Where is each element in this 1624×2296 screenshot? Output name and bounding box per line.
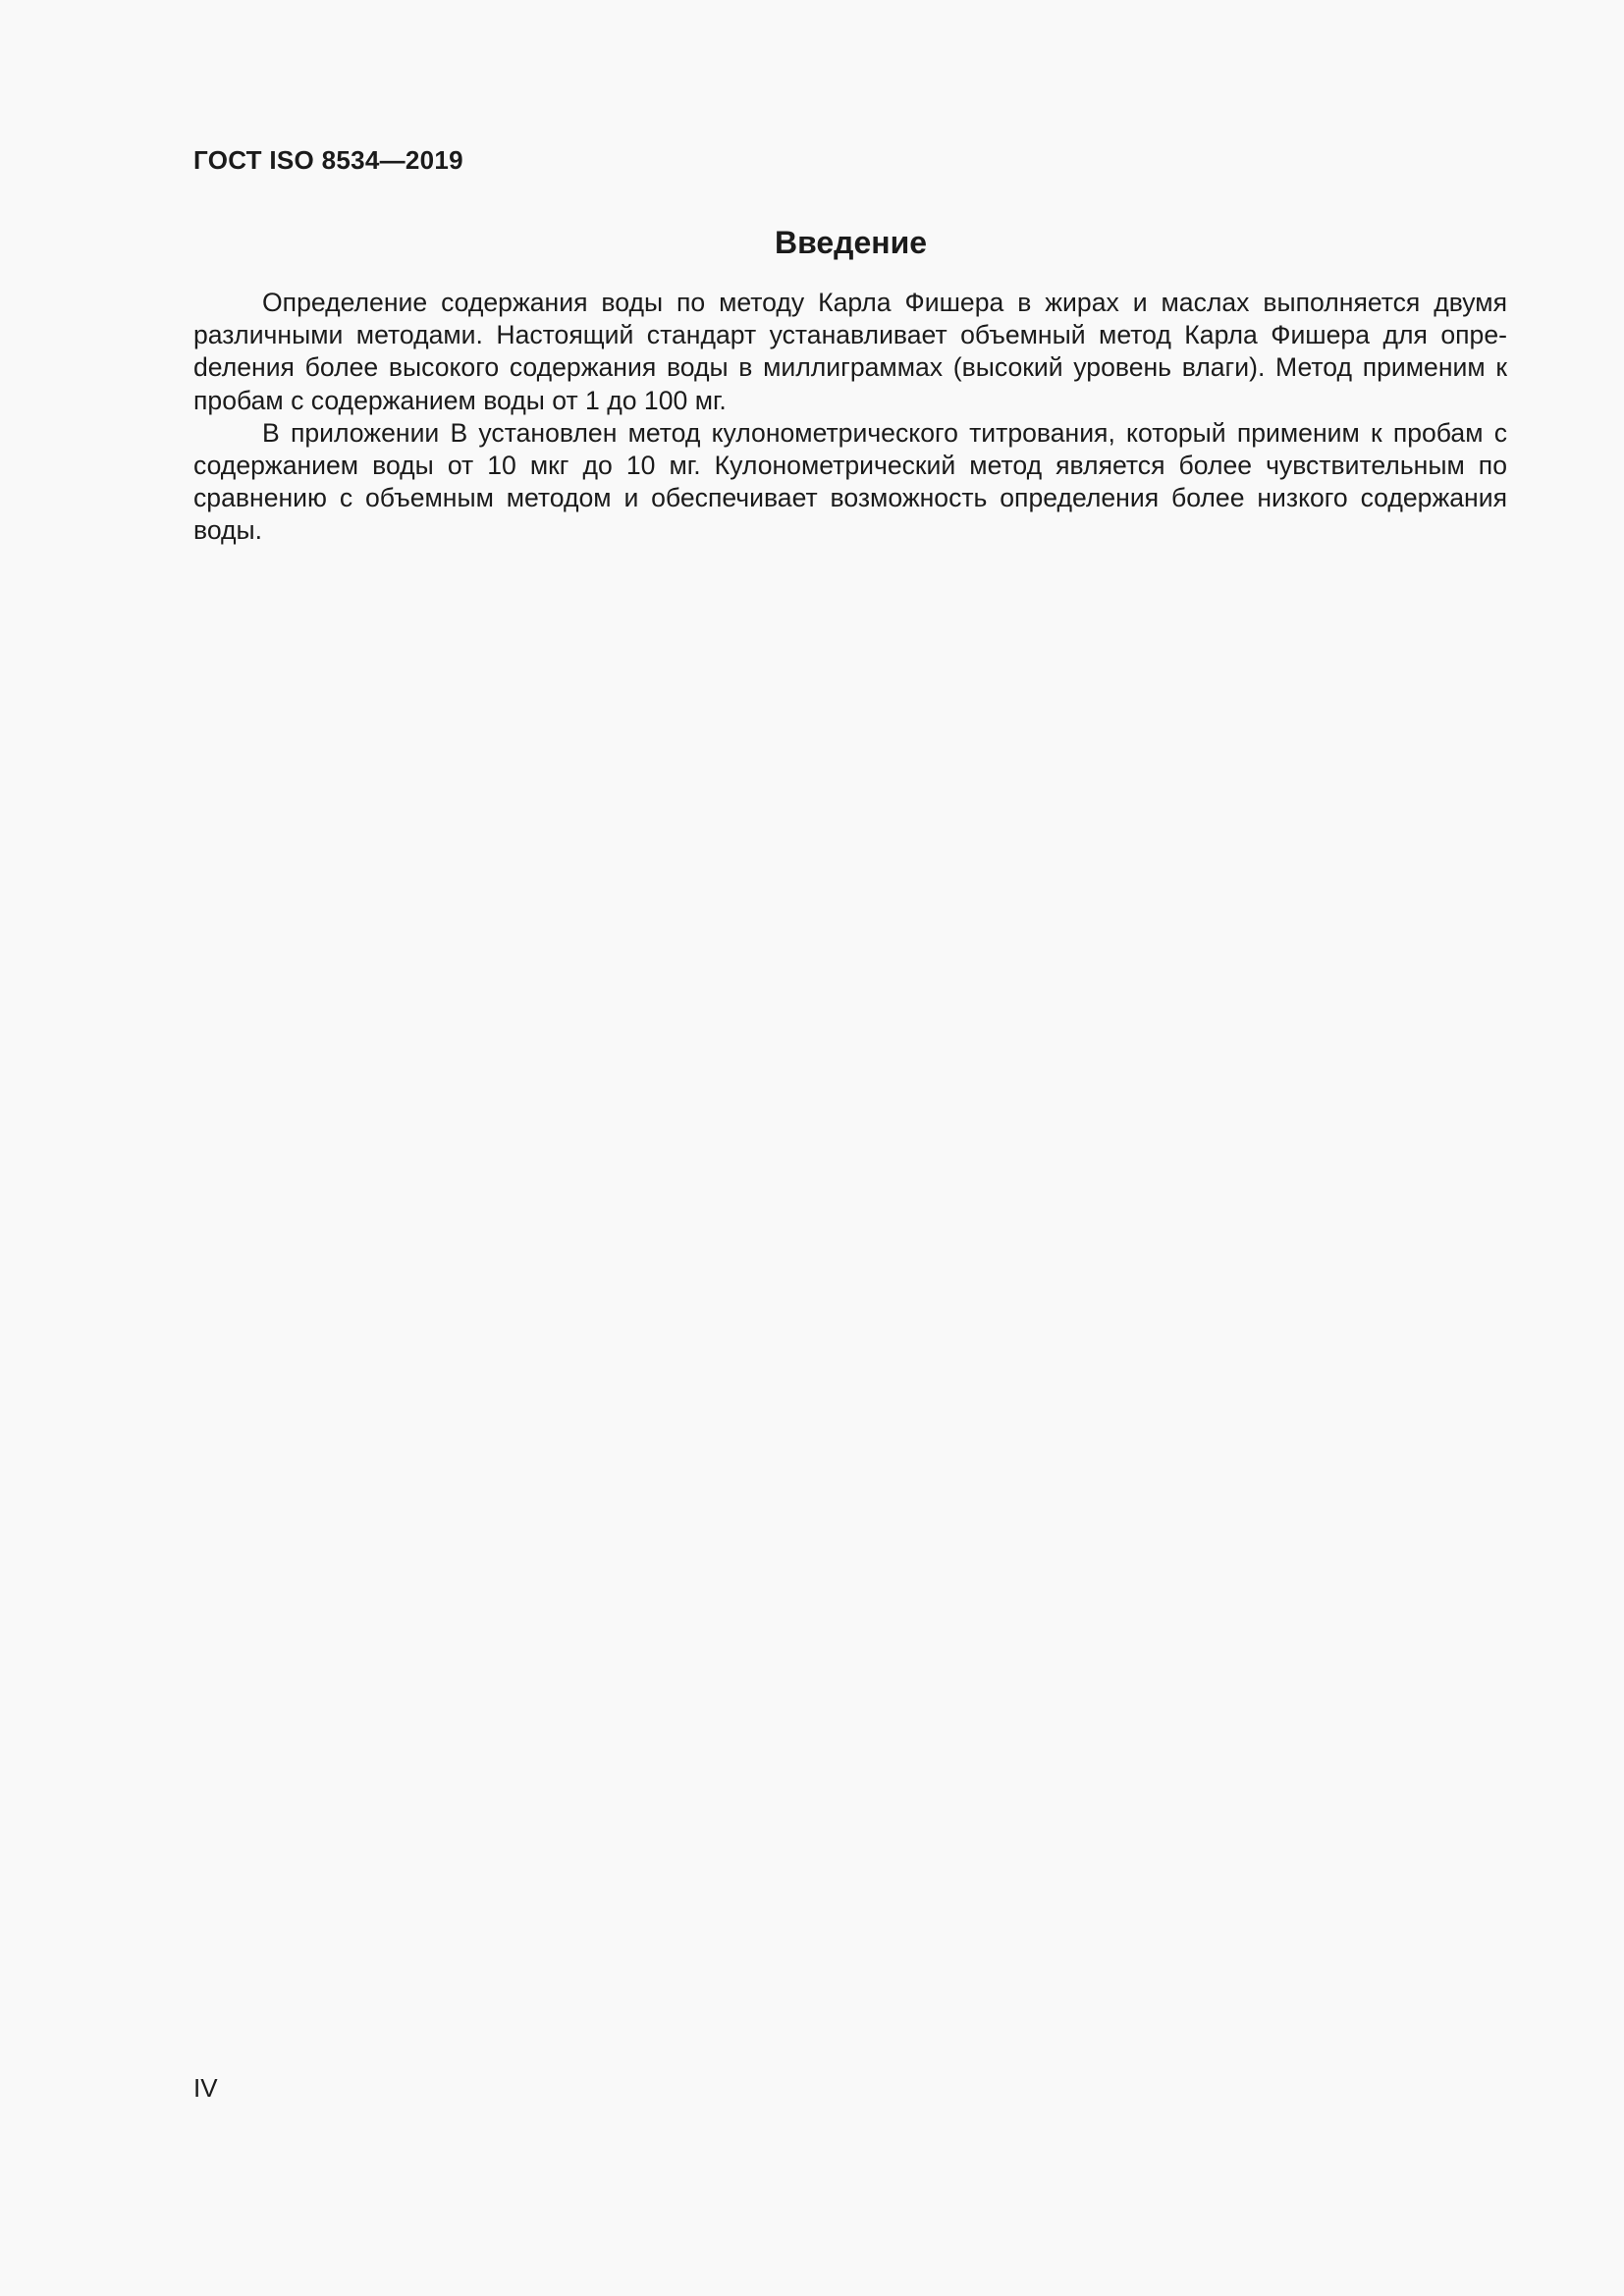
section-title: Введение — [774, 225, 928, 260]
document-header-id: ГОСТ ISO 8534—2019 — [193, 145, 463, 175]
paragraph: Определение содержания воды по методу Карла Фишера в жирах и маслах выполняется двумя различными методами. Настоящий стандарт устанавливает объемный метод Карла Фишера для опреdеления более высокого содержания воды в миллиграммах (высокий уровень влаги). Метод применим к пробам с содержанием воды от 1 до 100 мг. — [193, 288, 1507, 415]
section-body — [193, 287, 1507, 548]
paragraph: В приложении В установлен метод кулонометрического титрования, который применим к пробам с содержанием воды от 10 мкг до 10 мг. Кулонометрический метод является более чувствительным по сравнению с объемным методом и обеспечивает возможность определения более низкого содержания воды. — [193, 417, 1507, 546]
page-number: IV — [193, 2073, 218, 2103]
